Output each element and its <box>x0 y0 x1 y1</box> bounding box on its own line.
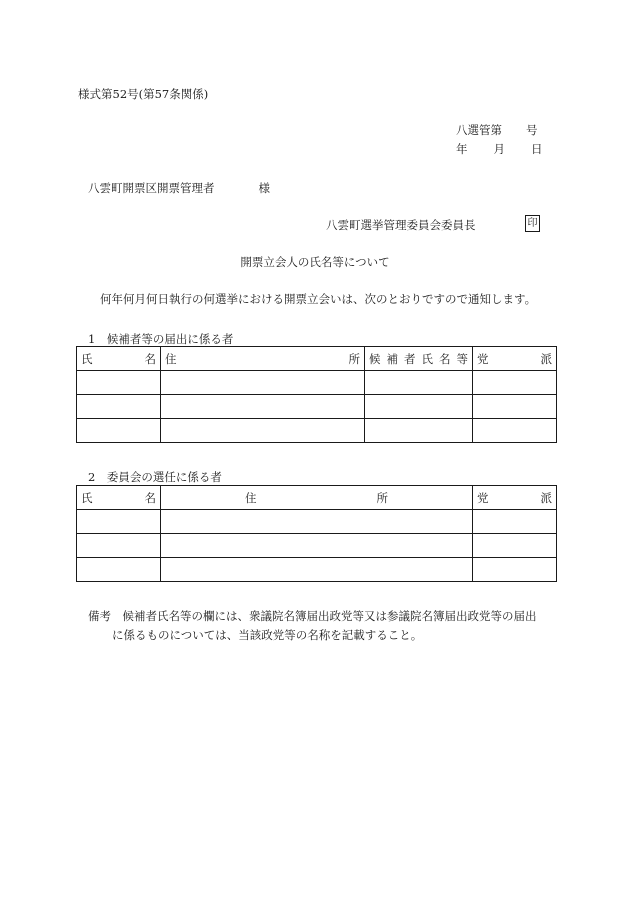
col-address-header: 住 所 <box>165 351 360 366</box>
table-cell <box>77 371 161 395</box>
table-cell <box>161 510 473 534</box>
sender-name: 八雲町選挙管理委員会委員長 <box>326 218 476 232</box>
col-party-header: 党 派 <box>477 351 552 366</box>
col-candidate-header: 候 補 者 氏 名 等 <box>369 351 468 366</box>
seal-mark: 印 <box>525 215 540 232</box>
table-cell <box>77 510 161 534</box>
col-address-header: 住 所 <box>245 490 388 505</box>
section1-header-row <box>77 347 557 371</box>
section1-table <box>76 346 557 443</box>
col-name-header: 氏 名 <box>81 351 156 366</box>
remarks-note <box>88 607 537 645</box>
table-cell <box>473 371 557 395</box>
intro-paragraph: 何年何月何日執行の何選挙における開票立会いは、次のとおりですので通知します。 <box>100 292 537 306</box>
document-date <box>456 141 543 157</box>
document-number <box>456 122 538 138</box>
addressee-honorific: 様 <box>258 181 270 195</box>
addressee-name: 八雲町開票区開票管理者 <box>88 181 215 195</box>
remarks-line-1: 備考 候補者氏名等の欄には、衆議院名簿届出政党等又は参議院名簿届出政党等の届出 <box>88 609 537 623</box>
table-row <box>77 534 557 558</box>
table-cell <box>473 395 557 419</box>
table-row <box>77 371 557 395</box>
table-cell <box>161 534 473 558</box>
table-row <box>77 419 557 443</box>
table-cell <box>473 419 557 443</box>
col-party-header: 党 派 <box>477 490 552 505</box>
table-cell <box>473 558 557 582</box>
document-number-suffix: 号 <box>526 123 538 137</box>
section2-header-row <box>77 486 557 510</box>
table-cell <box>77 419 161 443</box>
table-cell <box>161 558 473 582</box>
table-cell <box>77 558 161 582</box>
document-title: 開票立会人の氏名等について <box>240 255 390 269</box>
table-cell <box>365 371 473 395</box>
document-number-prefix: 八選管第 <box>456 123 502 137</box>
section2-heading: 2 委員会の選任に係る者 <box>88 470 222 484</box>
table-row <box>77 395 557 419</box>
table-cell <box>161 395 365 419</box>
col-name-header: 氏 名 <box>81 490 156 505</box>
table-cell <box>473 510 557 534</box>
date-month-label: 月 <box>493 142 505 156</box>
table-cell <box>365 419 473 443</box>
table-cell <box>365 395 473 419</box>
form-number: 様式第52号(第57条関係) <box>78 87 209 101</box>
table-row <box>77 510 557 534</box>
table-cell <box>161 419 365 443</box>
remarks-line-2: に係るものについては、当該政党等の名称を記載すること。 <box>112 628 423 642</box>
section1-heading: 1 候補者等の届出に係る者 <box>88 332 234 346</box>
date-year-label: 年 <box>456 142 468 156</box>
addressee <box>88 180 270 196</box>
table-cell <box>77 534 161 558</box>
table-cell <box>77 395 161 419</box>
section2-table <box>76 485 557 582</box>
date-day-label: 日 <box>531 142 543 156</box>
table-row <box>77 558 557 582</box>
table-cell <box>473 534 557 558</box>
table-cell <box>161 371 365 395</box>
